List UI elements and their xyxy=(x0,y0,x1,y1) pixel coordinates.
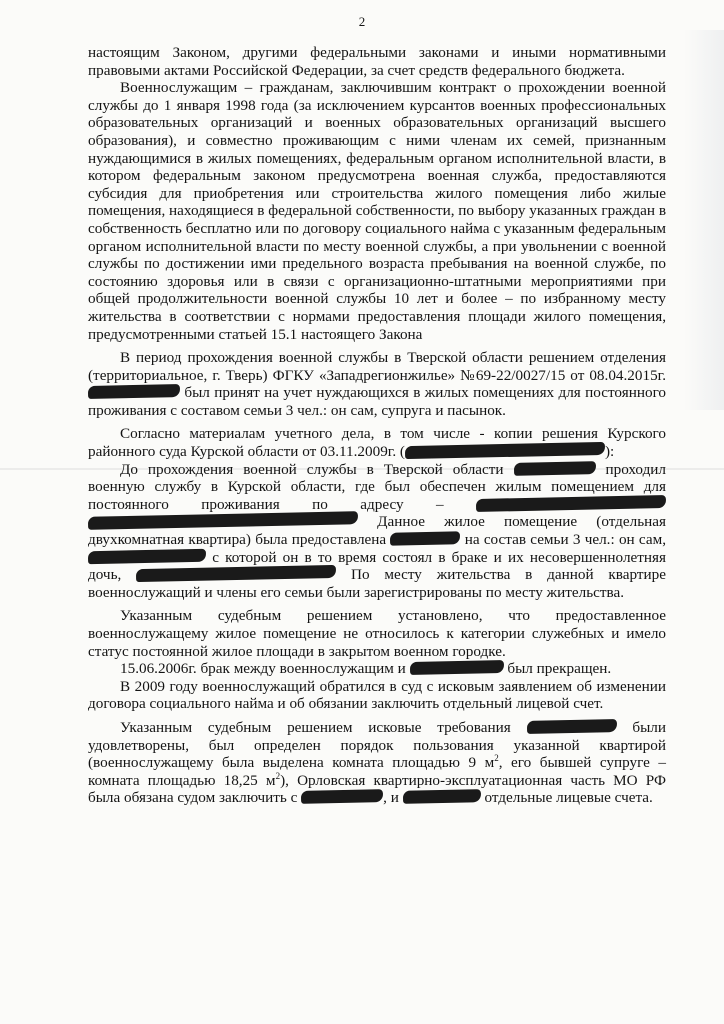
paragraph-8: В 2009 году военнослужащий обратился в суд с исковым заявлением об изменении договора социального найма и об обязании заключить отдельный лицевой счет. xyxy=(88,677,666,713)
p7-text-b: был прекращен. xyxy=(507,660,612,678)
p3-text-b: был принят на учет нуждающихся в жилых помещениях для постоянного проживания с составом семьи 3 чел.: он сам, супруга и пасынок. xyxy=(88,384,667,419)
paragraph-1: настоящим Законом, другими федеральными законами и иными нормативными правовыми актами Российской Федерации, за счет средств федерального бюджета. xyxy=(88,44,666,79)
p9-text-c: , его бывшей супруге – комната площадью 18,25 м xyxy=(88,754,667,789)
redaction-mark xyxy=(409,660,503,675)
redaction-mark xyxy=(405,442,605,459)
p9-superscript-1: 2 xyxy=(494,753,499,764)
redaction-mark xyxy=(88,512,358,531)
redaction-mark xyxy=(88,384,180,399)
p9-superscript-2: 2 xyxy=(275,770,281,781)
p5-text-a: До прохождения военной службы в Тверской области xyxy=(120,460,504,478)
p5-text-d: на состав семьи 3 чел.: он сам, xyxy=(464,531,667,549)
redaction-mark xyxy=(526,719,616,734)
p9-text-e: , и xyxy=(383,789,399,807)
p4-text-b: ): xyxy=(604,443,615,461)
redaction-mark xyxy=(403,790,481,805)
p9-text-d: ), Орловская квартирно-эксплуатационная часть МО РФ была обязана судом заключить с xyxy=(88,771,666,807)
p5-text-b: проходил военную службу в Курской области, где был обеспечен жилым помещением для постоянного проживания по адресу – xyxy=(88,460,667,513)
redaction-mark xyxy=(513,461,595,476)
paragraph-5 xyxy=(88,461,666,602)
document-body xyxy=(88,44,666,807)
redaction-mark xyxy=(390,531,460,545)
paragraph-3 xyxy=(88,349,666,419)
p5-text-c: Данное жилое помещение (отдельная двухкомнатная квартира) была предоставлена xyxy=(88,513,667,549)
redaction-mark xyxy=(301,789,383,804)
redaction-mark xyxy=(476,495,666,512)
scan-shadow xyxy=(684,30,724,410)
p9-text-a: Указанным судебным решением исковые требования xyxy=(120,718,511,736)
p4-text-a: Согласно материалам учетного дела, в том числе - копии решения Курского районного суда Курской области от 03.11.2009г. ( xyxy=(88,425,666,461)
p3-text-a: В период прохождения военной службы в Тверской области решением отделения (территориальное, г. Тверь) ФГКУ «Западрегионжилье» №69-22/0027/15 от 08.04.2015г. xyxy=(88,349,666,384)
paragraph-4 xyxy=(88,425,666,460)
paragraph-9 xyxy=(88,719,666,807)
p9-text-b: были удовлетворены, был определен порядок пользования указанной квартирой (военнослужащему была выделена комната площадью 9 м xyxy=(88,718,667,772)
paragraph-6: Указанным судебным решением установлено, что предоставленное военнослужащему жилое помещение не относилось к категории служебных и имело статус постоянной жилое площади в закрытом военном городке. xyxy=(88,607,666,660)
page-number: 2 xyxy=(358,14,366,29)
redaction-mark xyxy=(88,548,206,563)
p5-text-f: По месту жительства в данной квартире военнослужащий и члены его семьи были зарегистрированы по месту жительства. xyxy=(88,566,667,601)
p7-text-a: 15.06.2006г. брак между военнослужащим и xyxy=(120,660,406,678)
redaction-mark xyxy=(136,565,336,582)
p5-text-e: с которой он в то время состоял в браке и их несовершеннолетняя дочь, xyxy=(88,548,666,584)
p9-text-f: отдельные лицевые счета. xyxy=(484,789,653,807)
paragraph-2: Военнослужащим – гражданам, заключившим контракт о прохождении военной службы до 1 января 1998 года (за исключением курсантов военных профессиональных образовательных организаций и военных образовательных организаций высшего образования), и совместно проживающим с ними членам их семей, признанным нуждающимися в жилых помещениях, федеральным органом исполнительной власти, в котором федеральным законом предусмотрена военная служба, предоставляются субсидия для приобретения или строительства жилого помещения либо жилые помещения, находящиеся в федеральной собственности, по выбору указанных граждан в собственность бесплатно или по договору социального найма с указанным федеральным органом исполнительной власти по месту военной службы, а при увольнении с военной службы по достижении ими предельного возраста пребывания на военной службе, по состоянию здоровья или в связи с организационно-штатными мероприятиями при общей продолжительности военной службы 10 лет и более – по избранному месту жительства в соответствии с нормами предоставления площади жилого помещения, предусмотренными статьей 15.1 настоящего Закона xyxy=(88,79,666,343)
paragraph-7 xyxy=(88,660,666,678)
